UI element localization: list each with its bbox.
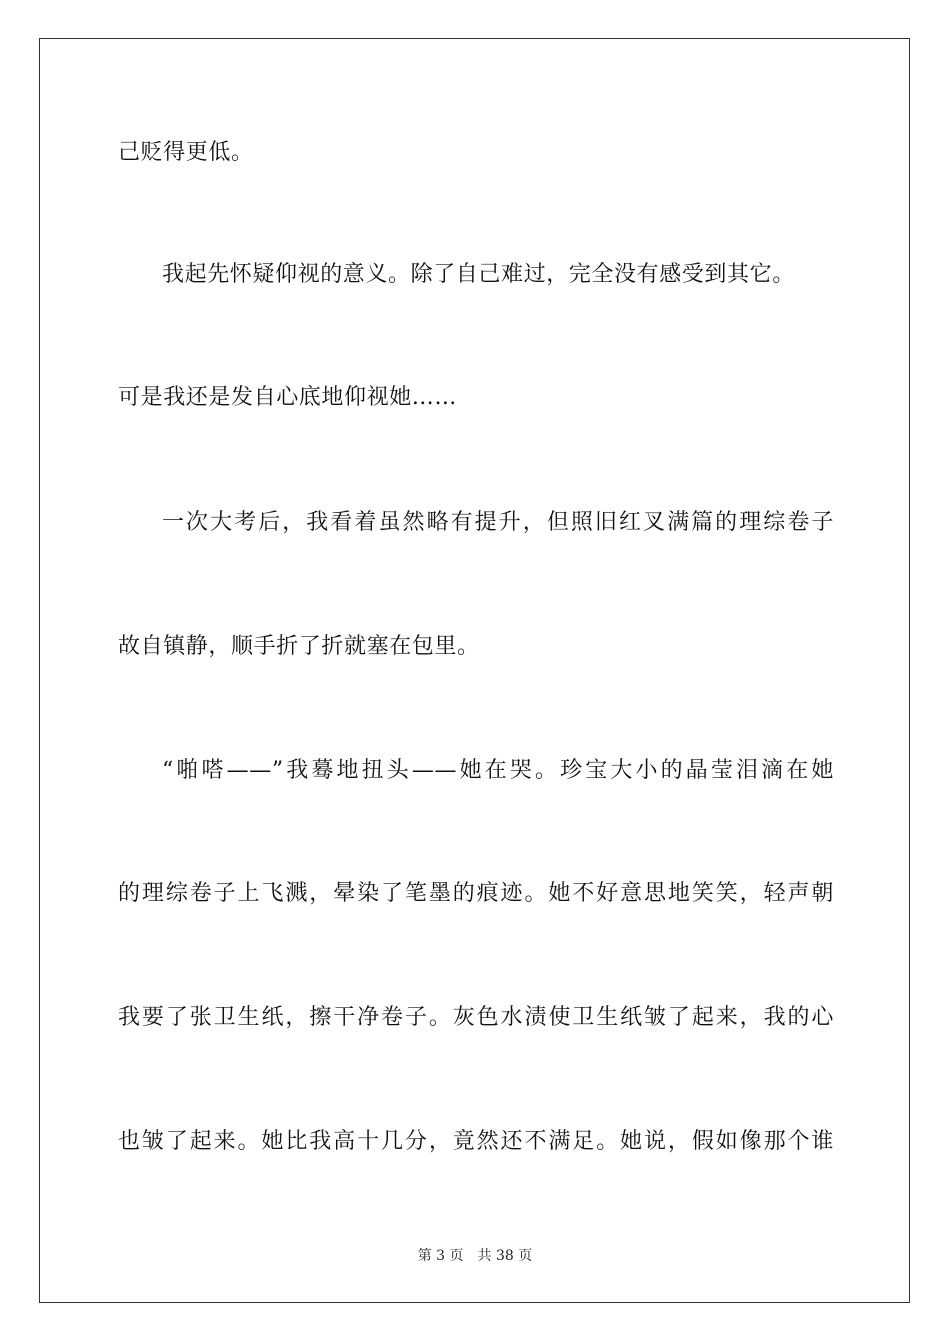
text-line-8: 我要了张卫生纸，擦干净卷子。灰色水渍使卫生纸皱了起来，我的心 [118,1005,834,1030]
text-line-3: 可是我还是发自心底地仰视她…… [118,385,458,410]
text-line-1: 己贬得更低。 [118,140,254,165]
page-number-footer: 第 3 页 共 38 页 [417,1248,533,1264]
text-line-2: 我起先怀疑仰视的意义。除了自己难过，完全没有感受到其它。 [162,262,795,287]
text-line-4: 一次大考后，我看着虽然略有提升，但照旧红叉满篇的理综卷子 [162,510,834,535]
text-line-9: 也皱了起来。她比我高十几分，竟然还不满足。她说，假如像那个谁 [118,1129,834,1154]
text-line-7: 的理综卷子上飞溅，晕染了笔墨的痕迹。她不好意思地笑笑，轻声朝 [118,881,834,906]
text-line-5: 故自镇静，顺手折了折就塞在包里。 [118,634,480,659]
page-border [39,38,910,1303]
text-line-6: “啪嗒——”我蓦地扭头——她在哭。珍宝大小的晶莹泪滴在她 [162,758,834,783]
